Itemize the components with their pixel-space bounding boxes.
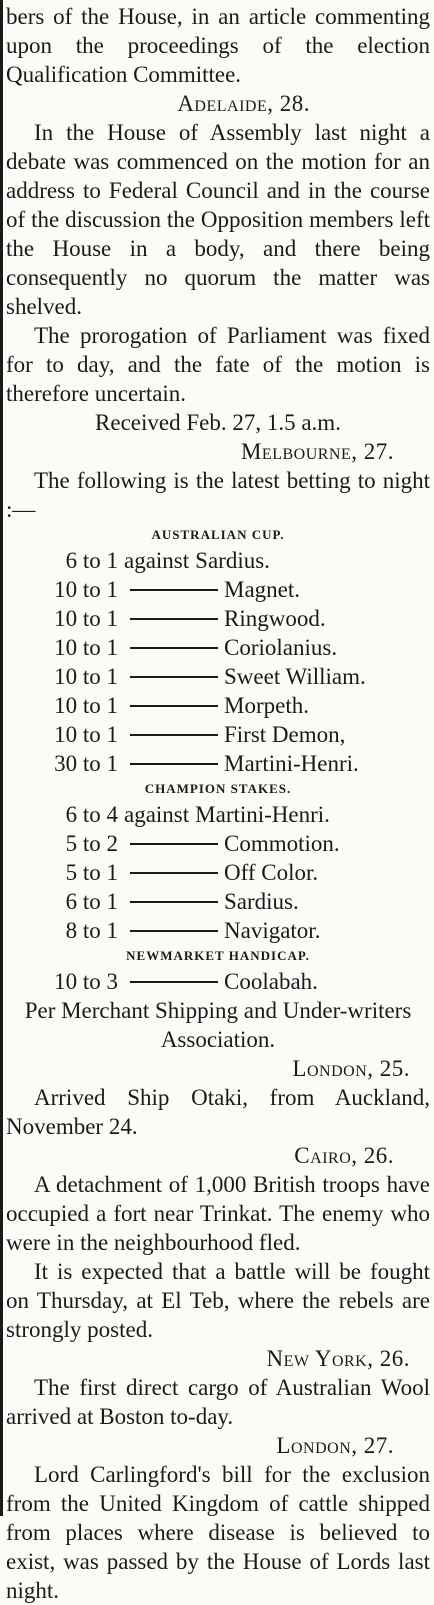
odds: 10 to 3 <box>54 969 118 994</box>
horse-name: Ringwood. <box>224 606 326 631</box>
paragraph: Lord Carlingford's bill for the exclusion from the United Kingdom of cattle shipped from places where disease is believed to exist, was passed by the House of Lords last night. <box>6 1462 430 1603</box>
dateline: Adelaide, 28. <box>177 91 310 116</box>
odds: 6 to 1 <box>65 889 118 914</box>
odds: 30 to 1 <box>54 751 118 776</box>
horse-name: First Demon, <box>224 722 346 747</box>
horse-name: Magnet. <box>224 577 301 602</box>
betting-row <box>6 829 430 858</box>
betting-row <box>6 749 430 778</box>
dateline: Melbourne, 27. <box>240 439 394 464</box>
horse-name: Martini-Henri. <box>195 802 330 827</box>
dateline: New York, 26. <box>266 1346 410 1371</box>
odds: 5 to 1 <box>65 860 118 885</box>
betting-row <box>6 858 430 887</box>
race-title: AUSTRALIAN CUP. <box>151 527 285 542</box>
betting-row <box>6 691 430 720</box>
betting-row <box>6 575 430 604</box>
horse-name: Off Color. <box>224 860 319 885</box>
odds: 8 to 1 <box>65 918 118 943</box>
race-title: CHAMPION STAKES. <box>144 781 292 796</box>
against-word: against <box>124 802 190 827</box>
ditto-dash <box>130 916 218 932</box>
odds: 6 to 1 <box>65 548 118 573</box>
odds: 10 to 1 <box>54 722 118 747</box>
paragraph: Per Merchant Shipping and Under-writers Association. <box>24 998 412 1052</box>
odds: 10 to 1 <box>54 664 118 689</box>
horse-name: Coolabah. <box>224 969 318 994</box>
column-rule <box>0 0 3 1516</box>
paragraph: bers of the House, in an article commenting upon the proceedings of the election Qualification Committee. <box>6 4 430 87</box>
against-word: against <box>124 548 190 573</box>
betting-row <box>6 633 430 662</box>
ditto-dash <box>130 604 218 620</box>
race-australian-cup <box>6 524 430 778</box>
betting-row <box>6 887 430 916</box>
paragraph: In the House of Assembly last night a debate was commenced on the motion for an address to Federal Council and in the course of the discussion the Opposition members left the House in a body, and there being consequently no quorum the matter was shelved. <box>6 120 430 319</box>
odds: 10 to 1 <box>54 693 118 718</box>
paragraph: The following is the latest betting to night :— <box>6 468 430 522</box>
horse-name: Commotion. <box>224 831 340 856</box>
ditto-dash <box>130 691 218 707</box>
ditto-dash <box>130 858 218 874</box>
odds: 5 to 2 <box>65 831 118 856</box>
paragraph: The prorogation of Parliament was fixed for to day, and the fate of the motion is therefore uncertain. <box>6 323 430 406</box>
horse-name: Morpeth. <box>224 693 309 718</box>
race-title: NEWMARKET HANDICAP. <box>126 948 310 963</box>
ditto-dash <box>130 662 218 678</box>
dateline: London, 27. <box>276 1433 394 1458</box>
betting-list <box>6 967 430 996</box>
horse-name: Martini-Henri. <box>224 751 359 776</box>
horse-name: Navigator. <box>224 918 321 943</box>
ditto-dash <box>130 829 218 845</box>
betting-row <box>6 720 430 749</box>
race-newmarket-handicap <box>6 945 430 996</box>
betting-row <box>6 546 430 575</box>
odds: 10 to 1 <box>54 635 118 660</box>
horse-name: Coriolanius. <box>224 635 338 660</box>
horse-name: Sweet William. <box>224 664 366 689</box>
news-column <box>6 2 430 1605</box>
betting-list <box>6 546 430 778</box>
odds: 10 to 1 <box>54 577 118 602</box>
betting-row <box>6 662 430 691</box>
received-line: Received Feb. 27, 1.5 a.m. <box>95 410 341 435</box>
paragraph: Arrived Ship Otaki, from Auckland, November 24. <box>6 1085 430 1139</box>
race-champion-stakes <box>6 778 430 945</box>
paragraph: The first direct cargo of Australian Wool arrived at Boston to-day. <box>6 1375 430 1429</box>
horse-name: Sardius. <box>195 548 270 573</box>
ditto-dash <box>130 633 218 649</box>
dateline: London, 25. <box>292 1056 410 1081</box>
paragraph: It is expected that a battle will be fought on Thursday, at El Teb, where the rebels are strongly posted. <box>6 1259 430 1342</box>
paragraph: A detachment of 1,000 British troops have occupied a fort near Trinkat. The enemy who were in the neighbourhood fled. <box>6 1172 430 1255</box>
ditto-dash <box>130 749 218 765</box>
horse-name: Sardius. <box>224 889 299 914</box>
ditto-dash <box>130 720 218 736</box>
betting-list <box>6 800 430 945</box>
odds: 10 to 1 <box>54 606 118 631</box>
betting-row <box>6 604 430 633</box>
ditto-dash <box>130 887 218 903</box>
ditto-dash <box>130 967 218 983</box>
betting-row <box>6 916 430 945</box>
dateline: Cairo, 26. <box>294 1143 394 1168</box>
ditto-dash <box>130 575 218 591</box>
betting-row <box>6 967 430 996</box>
odds: 6 to 4 <box>65 802 118 827</box>
betting-row <box>6 800 430 829</box>
